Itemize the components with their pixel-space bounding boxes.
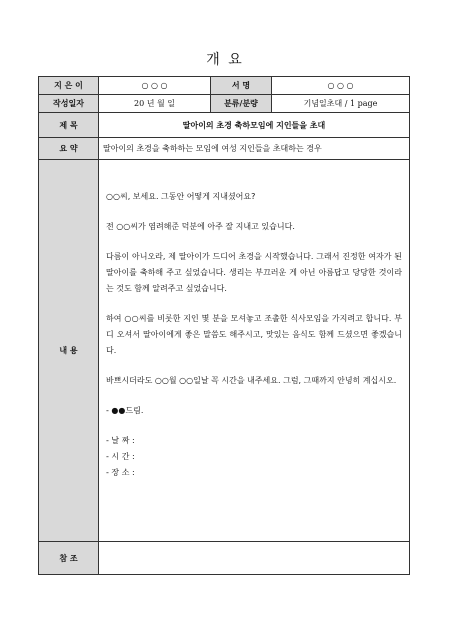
summary-label: 요 약: [39, 138, 99, 160]
status-paragraph: 전 ○○씨가 염려해준 덕분에 아주 잘 지내고 있습니다.: [106, 222, 295, 231]
date-label: 작성일자: [39, 95, 99, 113]
meta-time: - 시 간 :: [106, 452, 135, 461]
category-label: 분류/분량: [211, 95, 272, 113]
reference-value: [99, 542, 410, 575]
invitation-paragraph: 하여 ○○씨를 비롯한 지인 몇 분을 모셔놓고 조촐한 식사모임을 가지려고 합니다. 부디 오셔서 딸아이에게 좋은 말씀도 해주시고, 맛있는 음식도 함께 드셨으면 좋겠습니다.: [106, 314, 402, 355]
date-value: 20 년 월 일: [99, 95, 211, 113]
summary-value: 딸아이의 초경을 축하하는 모임에 여성 지인들을 초대하는 경우: [99, 138, 410, 160]
closing-paragraph: 바쁘시더라도 ○○월 ○○일날 꼭 시간을 내주세요. 그럼, 그때까지 안녕히 계십시오.: [106, 376, 397, 385]
content-row: [39, 160, 410, 542]
subject-row: [39, 113, 410, 138]
author-value: ○ ○ ○: [99, 77, 211, 95]
author-label: 지 은 이: [39, 77, 99, 95]
content-body: [99, 160, 410, 542]
content-label: 내 용: [39, 160, 99, 542]
signature-line: - ●●드림.: [106, 406, 144, 415]
category-value: 기념일초대 / 1 page: [272, 95, 410, 113]
date-row: [39, 95, 410, 113]
subject-value: 딸아이의 초경 축하모임에 지인들을 초대: [99, 113, 410, 138]
page-title: 개 요: [206, 52, 244, 68]
summary-form-table: [38, 76, 410, 575]
signature-label: 서 명: [211, 77, 272, 95]
meta-place: - 장 소 :: [106, 468, 135, 477]
news-paragraph: 다름이 아니오라, 제 딸아이가 드디어 초경을 시작했습니다. 그래서 진정한 여자가 된 딸아이를 축하해 주고 싶었습니다. 생리는 부끄러운 게 아닌 아름답고 당당한 것이라는 것도 함께 알려주고 싶었습니다.: [106, 252, 402, 293]
greeting-paragraph: ○○씨, 보세요. 그동안 어떻게 지내셨어요?: [106, 192, 256, 201]
reference-label: 참 조: [39, 542, 99, 575]
meta-date: - 날 짜 :: [106, 436, 135, 445]
reference-row: [39, 542, 410, 575]
signature-value: ○ ○ ○: [272, 77, 410, 95]
subject-label: 제 목: [39, 113, 99, 138]
author-row: [39, 77, 410, 95]
summary-row: [39, 138, 410, 160]
